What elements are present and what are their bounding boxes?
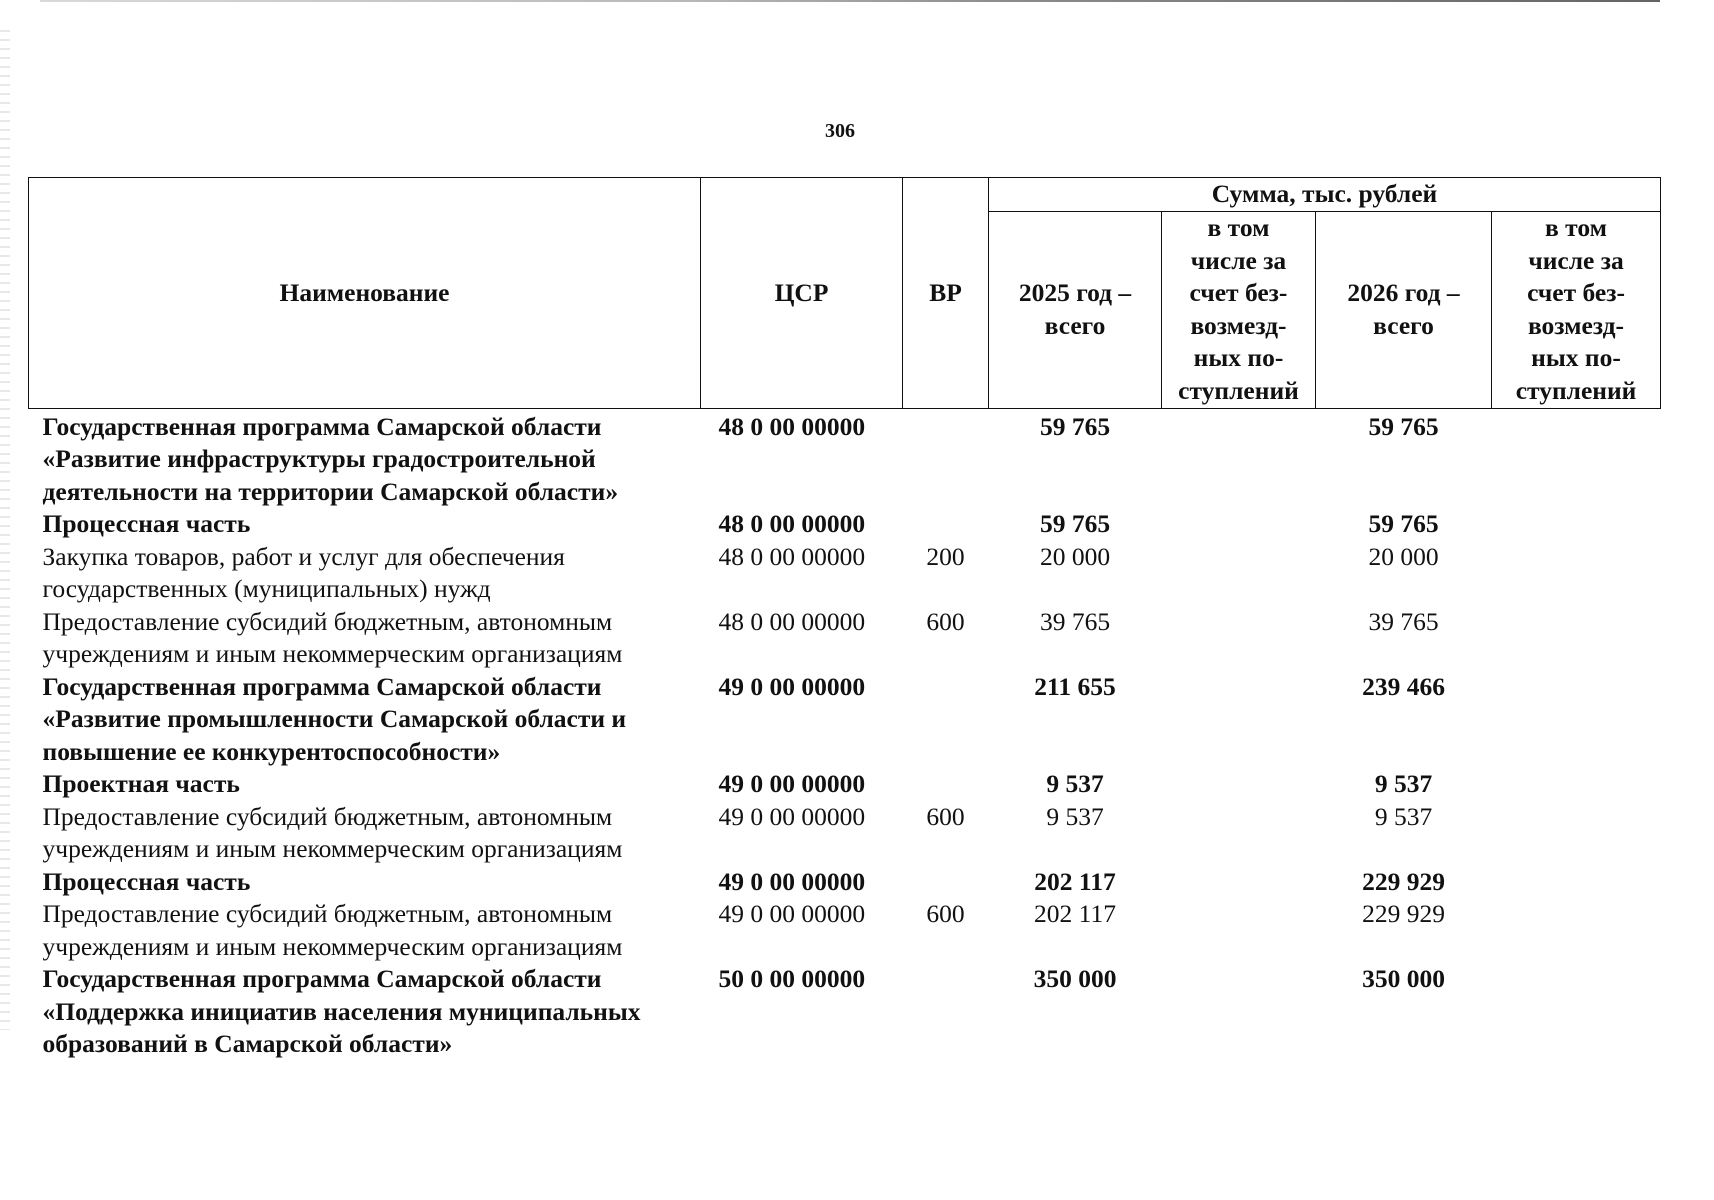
table-row (29, 408, 1661, 508)
row-name: Проектная часть (42, 769, 240, 798)
row-2025-total: 350 000 (1033, 964, 1117, 993)
row-vr (903, 671, 989, 769)
scan-artifact-top (40, 0, 1660, 2)
row-2026-including (1492, 408, 1661, 508)
row-name: Процессная часть (42, 866, 251, 896)
row-2026-total: 350 000 (1362, 964, 1445, 993)
row-2025-total: 9 537 (1046, 801, 1104, 831)
table-row (29, 508, 1661, 541)
row-2026-total: 239 466 (1362, 671, 1445, 701)
table-row (29, 606, 1661, 671)
row-name: Предоставление субсидий бюджетным, автономным учреждениям и иным некоммерческим организациям (42, 899, 623, 961)
row-2026-including (1492, 801, 1661, 866)
row-2025-including (1162, 801, 1316, 866)
row-name: Закупка товаров, работ и услуг для обеспечения государственных (муниципальных) нужд (42, 541, 565, 603)
row-2025-including (1162, 963, 1316, 1061)
row-2025-including (1162, 508, 1316, 541)
row-2025-including (1162, 408, 1316, 508)
row-vr (903, 866, 989, 899)
row-2026-total: 20 000 (1368, 541, 1439, 571)
header-name: Наименование (29, 178, 701, 409)
row-2026-total: 59 765 (1368, 509, 1439, 538)
row-2026-including (1492, 963, 1661, 1061)
row-2025-including (1162, 898, 1316, 963)
row-2025-total: 211 655 (1034, 671, 1116, 701)
row-2025-total: 9 537 (1046, 769, 1104, 798)
row-2026-including (1492, 671, 1661, 769)
header-sum: Сумма, тыс. рублей (989, 178, 1661, 212)
row-vr: 600 (926, 801, 965, 831)
table-row (29, 898, 1661, 963)
row-2025-including (1162, 671, 1316, 769)
row-2025-total: 202 117 (1034, 899, 1116, 928)
table-row (29, 866, 1661, 899)
row-csr: 48 0 00 00000 (718, 411, 866, 441)
row-vr (903, 508, 989, 541)
row-vr: 600 (926, 899, 965, 928)
row-vr (903, 768, 989, 801)
row-csr: 48 0 00 00000 (718, 541, 866, 571)
row-csr: 49 0 00 00000 (718, 899, 866, 928)
table-body (29, 408, 1661, 1061)
row-csr: 48 0 00 00000 (718, 509, 866, 538)
row-csr: 48 0 00 00000 (718, 606, 866, 636)
row-csr: 49 0 00 00000 (718, 769, 866, 798)
header-2026-including: в том числе за счет без-возмезд-ных по-ступлений (1492, 211, 1661, 408)
row-2026-including (1492, 898, 1661, 963)
row-name: Государственная программа Самарской области «Развитие инфраструктуры градостроительной деятельности на территории Самарской области» (42, 411, 619, 506)
header-csr: ЦСР (701, 178, 903, 409)
row-name: Процессная часть (42, 509, 251, 538)
row-2026-total: 39 765 (1368, 606, 1439, 636)
header-vr: ВР (903, 178, 989, 409)
row-2026-including (1492, 508, 1661, 541)
row-2026-total: 229 929 (1362, 866, 1445, 896)
row-2025-total: 20 000 (1039, 541, 1111, 571)
row-name: Предоставление субсидий бюджетным, автономным учреждениям и иным некоммерческим организациям (42, 606, 623, 668)
row-2025-including (1162, 768, 1316, 801)
row-csr: 50 0 00 00000 (718, 964, 866, 993)
row-2025-including (1162, 866, 1316, 899)
header-2025-total: 2025 год – всего (989, 211, 1162, 408)
budget-table (28, 177, 1661, 1061)
row-2025-total: 59 765 (1039, 509, 1111, 538)
row-2025-total: 202 117 (1034, 866, 1116, 896)
scan-artifact-left-edge (0, 30, 10, 1030)
row-2026-including (1492, 866, 1661, 899)
row-2026-total: 9 537 (1374, 769, 1433, 798)
row-2026-total: 9 537 (1374, 801, 1433, 831)
table-row (29, 801, 1661, 866)
table-row (29, 541, 1661, 606)
table-row (29, 768, 1661, 801)
row-2025-total: 39 765 (1039, 606, 1111, 636)
row-csr: 49 0 00 00000 (718, 866, 866, 896)
row-2026-including (1492, 541, 1661, 606)
table-header (29, 178, 1661, 409)
row-name: Государственная программа Самарской области «Развитие промышленности Самарской области и повышение ее конкурентоспособности» (42, 671, 627, 766)
row-2026-total: 229 929 (1362, 899, 1445, 928)
row-csr: 49 0 00 00000 (718, 671, 866, 701)
page-number: 306 (825, 120, 855, 142)
row-vr (903, 963, 989, 1061)
row-vr: 200 (926, 541, 965, 571)
table-row (29, 963, 1661, 1061)
header-2025-including: в том числе за счет без-возмезд-ных по-ступлений (1162, 211, 1316, 408)
row-2025-including (1162, 541, 1316, 606)
row-2026-total: 59 765 (1368, 411, 1439, 441)
row-2026-including (1492, 768, 1661, 801)
row-csr: 49 0 00 00000 (718, 801, 866, 831)
table-row (29, 671, 1661, 769)
header-2026-total: 2026 год – всего (1316, 211, 1492, 408)
row-name: Предоставление субсидий бюджетным, автономным учреждениям и иным некоммерческим организациям (42, 801, 623, 863)
row-vr (903, 408, 989, 508)
row-2026-including (1492, 606, 1661, 671)
row-2025-total: 59 765 (1039, 411, 1111, 441)
row-name: Государственная программа Самарской области «Поддержка инициатив населения муниципальных образований в Самарской области» (42, 964, 641, 1058)
row-vr: 600 (926, 606, 965, 636)
row-2025-including (1162, 606, 1316, 671)
